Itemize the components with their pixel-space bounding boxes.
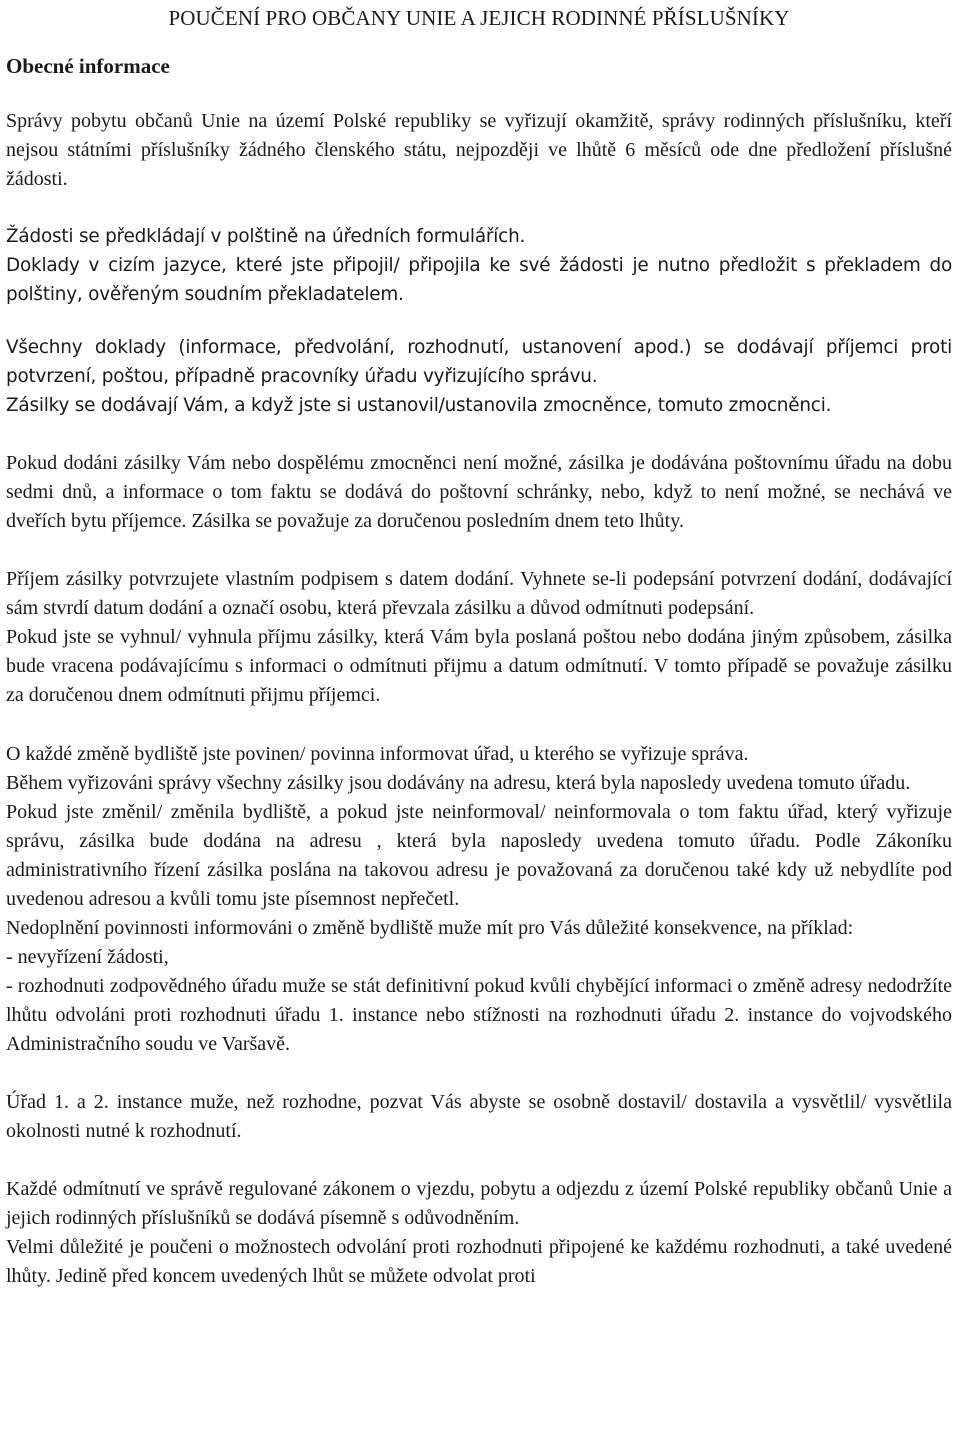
receipt-signature-paragraph: Příjem zásilky potvrzujete vlastním podpisem s datem dodání. Vyhnete se-li podepsání potvrzení dodání, dodávající sám stvrdí datum dodání a označí osobu, která převzala zásilku a důvod odmítnuti podepsání.: [6, 568, 952, 619]
consequence-item: - rozhodnuti zodpovědného úřadu muže se stát definitivní pokud kvůli chybějící informaci o změně adresy nedodržíte lhůtu odvoláni proti rozhodnuti úřadu 1. instance nebo stížnosti na rozhodnuti úřadu 2. instance do vojvodského Administračního soudu ve Varšavě.: [6, 975, 952, 1055]
consequences-paragraph: Nedoplnění povinnosti informováni o změně bydliště muže mít pro Vás důležité konsekvence, na příklad:: [6, 917, 854, 939]
summons-paragraph: Úřad 1. a 2. instance muže, než rozhodne, pozvat Vás abyste se osobně dostavil/ dostavila a vysvětlil/ vysvětlila okolnosti nutné k rozhodnutí.: [6, 1091, 952, 1142]
address-change-duty-paragraph: O každé změně bydliště jste povinen/ povinna informovat úřad, u kterého se vyřizuje správa.: [6, 743, 749, 765]
summons-paragraph-group: [6, 1088, 952, 1146]
applications-language-paragraph: Žádosti se předkládají v polštině na úředních formulářích.: [6, 226, 526, 247]
post-office-paragraph: Pokud dodáni zásilky Vám nebo dospělému zmocněnci není možné, zásilka je dodávána poštovnímu úřadu na dobu sedmi dnů, a informace o tom faktu se dodává do poštovní schránky, nebo, když to není možné, se nechává ve dveřích bytu příjemce. Zásilka se považuje za doručenou posledním dnem teto lhůty.: [6, 452, 952, 532]
appeal-paragraph: Velmi důležité je poučeni o možnostech odvolání proti rozhodnuti připojené ke každému rozhodnuti, a také uvedené lhůty. Jedině před koncem uvedených lhůt se můžete odvolat proti: [6, 1236, 952, 1287]
receipt-paragraph-group: [6, 565, 952, 710]
intro-paragraph-group: [6, 107, 952, 194]
foreign-documents-paragraph: Doklady v cizím jazyce, které jste připojil/ připojila ke své žádosti je nutno předložit s překladem do polštiny, ověřeným soudním překladatelem.: [6, 255, 952, 305]
last-address-paragraph: Během vyřizováni správy všechny zásilky jsou dodávány na adresu, která byla naposledy uvedena tomuto úřadu.: [6, 772, 911, 794]
refusal-justification-paragraph: Každé odmítnutí ve správě regulované zákonem o vjezdu, pobytu a odjezdu z území Polské republiky občanů Unie a jejich rodinných příslušníků se dodává písemně s odůvodněním.: [6, 1178, 952, 1229]
unreported-change-paragraph: Pokud jste změnil/ změnila bydliště, a pokud jste neinformoval/ neinformovala o tom faktu úřad, který vyřizuje správu, zásilka bude dodána na adresu , která byla naposledy uvedena tomuto úřadu. Podle Zákoníku administrativního řízení zásilka poslána na takovou adresu je považovaná za doručenou také kdy už nebydlíte pod uvedenou adresou a kvůli tomu jste písemnost nepřečetl.: [6, 801, 952, 910]
section-heading: Obecné informace: [6, 54, 170, 78]
consequence-item: - nevyřízení žádosti,: [6, 946, 169, 968]
applications-paragraph-group: [6, 222, 952, 309]
address-change-paragraph-group: [6, 740, 952, 1059]
refusal-paragraph-group: [6, 1175, 952, 1291]
proxy-delivery-paragraph: Zásilky se dodávají Vám, a když jste si ustanovil/ustanovila zmocněnce, tomuto zmocněnci.: [6, 395, 832, 416]
documents-delivery-paragraph: Všechny doklady (informace, předvolání, rozhodnutí, ustanovení apod.) se dodávají příjemci proti potvrzení, poštou, případně pracovníky úřadu vyřizujícího správu.: [6, 337, 952, 387]
document-title: POUČENÍ PRO OBČANY UNIE A JEJICH RODINNÉ PŘÍSLUŠNÍKY: [168, 6, 790, 30]
intro-paragraph: Správy pobytu občanů Unie na území Polské republiky se vyřizují okamžitě, správy rodinných příslušníku, kteří nejsou státními příslušníky žádného členského státu, nejpozději ve lhůtě 6 měsíců ode dne předložení příslušné žádosti.: [6, 110, 952, 190]
refused-receipt-paragraph: Pokud jste se vyhnul/ vyhnula příjmu zásilky, která Vám byla poslaná poštou nebo dodána jiným způsobem, zásilka bude vracena podávajícímu s informaci o odmítnuti přijmu a datum odmítnutí. V tomto případě se považuje zásilku za doručenou dnem odmítnuti přijmu příjemci.: [6, 626, 952, 706]
post-office-paragraph-group: [6, 449, 952, 536]
delivery-paragraph-group: [6, 333, 952, 420]
